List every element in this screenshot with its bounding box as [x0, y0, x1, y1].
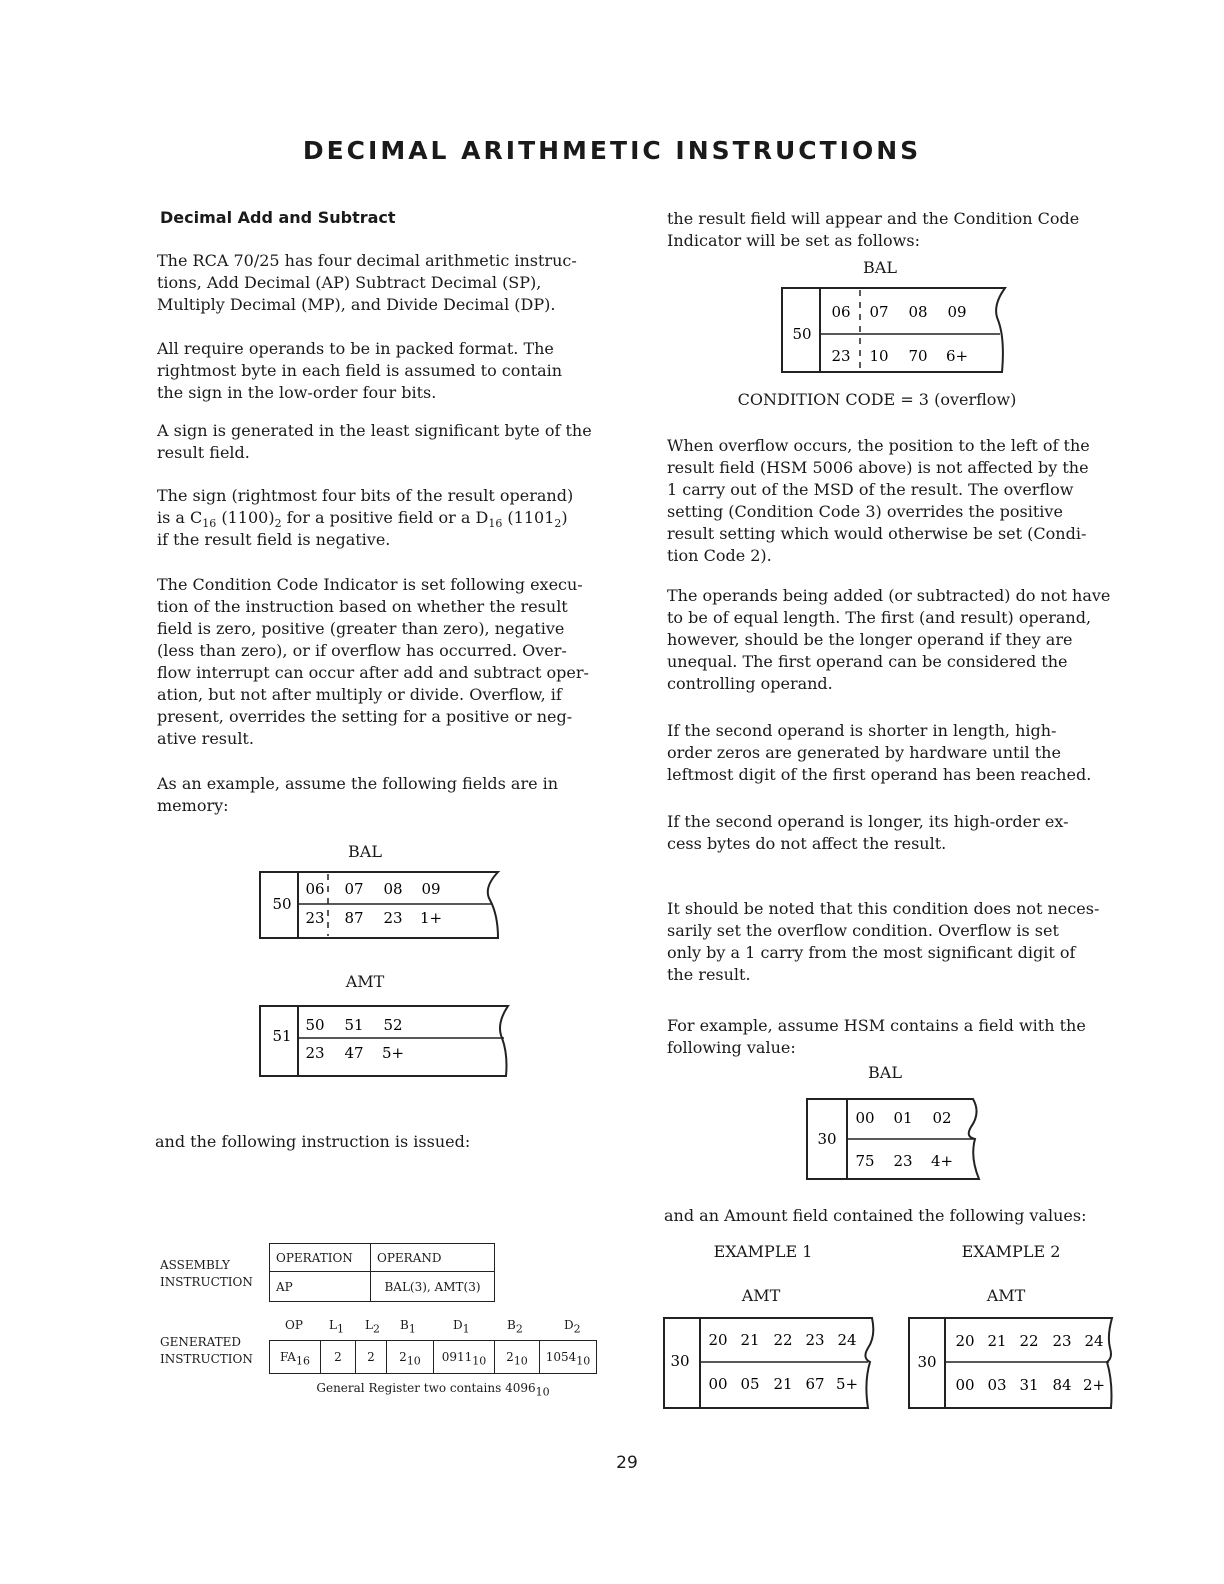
- example-1-bottom-cell: 5+: [835, 1375, 859, 1393]
- example-2-bottom-cell: 84: [1052, 1376, 1072, 1394]
- bal-result-bottom-cell: 70: [908, 347, 928, 365]
- example-1-top-cell: 21: [740, 1331, 760, 1349]
- bal-row-label: 50: [272, 895, 292, 913]
- bal-bottom-cell: 1+: [419, 909, 443, 927]
- example-2-diagram: [907, 1316, 1117, 1412]
- gen-cell: $2_{10}$: [387, 1341, 434, 1374]
- example-1-title: EXAMPLE 1: [713, 1242, 813, 1261]
- bal-top-cell: 07: [344, 880, 364, 898]
- example-2-row-label: 30: [917, 1353, 937, 1371]
- paragraph-example-intro: As an example, assume the following fields are in memory:: [157, 774, 559, 815]
- example-1-diagram: [662, 1316, 877, 1412]
- gen-cell: 2: [356, 1341, 387, 1374]
- bal-hsm-label: BAL: [868, 1063, 902, 1082]
- amt-label: AMT: [345, 972, 385, 991]
- bal-hsm-bottom-cell: 75: [855, 1152, 875, 1170]
- example-2-bottom-cell: 00: [955, 1376, 975, 1394]
- bal-hsm-row-label: 30: [817, 1130, 837, 1148]
- amt-top-cell: 51: [344, 1016, 364, 1034]
- assembly-op-cell: AP: [270, 1272, 371, 1302]
- amt-bottom-cell: 5+: [381, 1044, 405, 1062]
- generated-headers: [269, 1318, 597, 1336]
- example-1-bottom-cell: 00: [708, 1375, 728, 1393]
- bal-hsm-bottom-cell: 23: [893, 1152, 913, 1170]
- example-2-top-cell: 23: [1052, 1332, 1072, 1350]
- example-2-bottom-cell: 31: [1019, 1376, 1039, 1394]
- gen-header: $D_2$: [564, 1318, 581, 1336]
- bal-result-bottom-cell: 10: [869, 347, 889, 365]
- paragraph-sign-generated: A sign is generated in the least significant byte of the result field.: [157, 421, 592, 462]
- paragraph-instruction-issued: and the following instruction is issued:: [155, 1132, 471, 1151]
- gen-header: $L_1$: [329, 1318, 344, 1336]
- register-note: General Register two contains $4096_{10}$: [316, 1381, 550, 1399]
- paragraph-shorter-operand: If the second operand is shorter in length, high- order zeros are generated by hardware until the leftmost digit of the first operand has been reached.: [667, 721, 1092, 784]
- bal-bottom-cell: 23: [305, 909, 325, 927]
- paragraph-longer-operand: If the second operand is longer, its high-order ex- cess bytes do not affect the result.: [667, 812, 1069, 853]
- paragraph-sign-bits: The sign (rightmost four bits of the result operand) is a $C_{16}$ $(1100)_2$ for a positive field or a $D_{16}$ $(1101_2)$ if the result field is negative.: [157, 486, 574, 549]
- assembly-header-operation: OPERATION: [270, 1244, 371, 1272]
- bal-bottom-cell: 23: [383, 909, 403, 927]
- paragraph-packed-format: All require operands to be in packed format. The rightmost byte in each field is assumed to contain the sign in the low-order four bits.: [157, 339, 563, 402]
- amt-bottom-cell: 47: [344, 1044, 364, 1062]
- amt-bottom-cell: 23: [305, 1044, 325, 1062]
- bal-result-diagram: [780, 286, 1010, 376]
- bal-label: BAL: [348, 842, 382, 861]
- bal-hsm-diagram: [805, 1097, 983, 1183]
- example-1-top-cell: 23: [805, 1331, 825, 1349]
- example-2-top-cell: 20: [955, 1332, 975, 1350]
- bal-result-bottom-cell: 6+: [945, 347, 969, 365]
- paragraph-hsm-example: For example, assume HSM contains a field with the following value:: [667, 1016, 1086, 1057]
- bal-hsm-top-cell: 02: [932, 1109, 952, 1127]
- bal-bottom-cell: 87: [344, 909, 364, 927]
- example-2-top-cell: 24: [1084, 1332, 1104, 1350]
- bal-result-top-cell: 08: [908, 303, 928, 321]
- gen-cell: $1054_{10}$: [540, 1341, 597, 1374]
- gen-header: $B_1$: [400, 1318, 416, 1336]
- paragraph-carry-note: It should be noted that this condition does not neces- sarily set the overflow condition. Overflow is set only by a 1 carry from the most significant digit of the result.: [667, 899, 1100, 984]
- bal-hsm-bottom-cell: 4+: [930, 1152, 954, 1170]
- gen-header: $L_2$: [365, 1318, 380, 1336]
- section-heading: Decimal Add and Subtract: [160, 208, 396, 227]
- example-1-top-cell: 24: [837, 1331, 857, 1349]
- bal-result-bottom-cell: 23: [831, 347, 851, 365]
- bal-result-row-label: 50: [792, 325, 812, 343]
- example-2-bottom-cell: 03: [987, 1376, 1007, 1394]
- generated-table: [269, 1340, 597, 1374]
- amt-field-diagram: [258, 1004, 513, 1080]
- gen-header: $D_1$: [453, 1318, 470, 1336]
- example-1-amt-label: AMT: [741, 1286, 781, 1305]
- paragraph-result-field: the result field will appear and the Condition Code Indicator will be set as follows:: [667, 209, 1080, 250]
- assembly-label: ASSEMBLY INSTRUCTION: [160, 1258, 253, 1289]
- assembly-operand-cell: BAL(3), AMT(3): [371, 1272, 495, 1302]
- page-number: 29: [616, 1453, 638, 1473]
- example-2-top-cell: 21: [987, 1332, 1007, 1350]
- bal-result-top-cell: 09: [947, 303, 967, 321]
- assembly-table: [269, 1243, 495, 1302]
- gen-cell: $FA_{16}$: [270, 1341, 321, 1374]
- example-2-bottom-cell: 2+: [1082, 1376, 1106, 1394]
- bal-field-diagram: [258, 870, 503, 942]
- example-1-row-label: 30: [670, 1352, 690, 1370]
- condition-code-text: CONDITION CODE = 3 (overflow): [737, 390, 1017, 409]
- example-1-top-cell: 22: [773, 1331, 793, 1349]
- example-2-top-cell: 22: [1019, 1332, 1039, 1350]
- bal-result-label: BAL: [863, 258, 897, 277]
- gen-cell: 2: [321, 1341, 356, 1374]
- example-2-amt-label: AMT: [986, 1286, 1026, 1305]
- example-1-top-cell: 20: [708, 1331, 728, 1349]
- paragraph-operand-length: The operands being added (or subtracted) do not have to be of equal length. The first (and result) operand, however, should be the longer operand if they are unequal. The first operand can be considered the controlling operand.: [667, 586, 1111, 693]
- gen-header: OP: [285, 1318, 303, 1332]
- bal-top-cell: 08: [383, 880, 403, 898]
- bal-top-cell: 09: [421, 880, 441, 898]
- bal-hsm-top-cell: 01: [893, 1109, 913, 1127]
- assembly-header-operand: OPERAND: [371, 1244, 495, 1272]
- example-1-bottom-cell: 67: [805, 1375, 825, 1393]
- amt-top-cell: 50: [305, 1016, 325, 1034]
- amt-row-label: 51: [272, 1027, 292, 1045]
- bal-top-cell: 06: [305, 880, 325, 898]
- amt-top-cell: 52: [383, 1016, 403, 1034]
- example-1-bottom-cell: 05: [740, 1375, 760, 1393]
- paragraph-amount-field: and an Amount field contained the following values:: [664, 1206, 1087, 1225]
- bal-result-top-cell: 06: [831, 303, 851, 321]
- paragraph-intro: The RCA 70/25 has four decimal arithmetic instruc- tions, Add Decimal (AP) Subtract Decimal (SP), Multiply Decimal (MP), and Divide Decimal (DP).: [157, 251, 577, 314]
- paragraph-overflow: When overflow occurs, the position to the left of the result field (HSM 5006 above) is not affected by the 1 carry out of the MSD of the result. The overflow setting (Condition Code 3) overrides the positive result setting which would otherwise be set (Condi- tion Code 2).: [667, 436, 1090, 565]
- page-title: DECIMAL ARITHMETIC INSTRUCTIONS: [302, 136, 922, 165]
- example-2-title: EXAMPLE 2: [961, 1242, 1061, 1261]
- gen-cell: $0911_{10}$: [434, 1341, 495, 1374]
- gen-header: $B_2$: [507, 1318, 523, 1336]
- bal-hsm-top-cell: 00: [855, 1109, 875, 1127]
- gen-cell: $2_{10}$: [495, 1341, 540, 1374]
- example-1-bottom-cell: 21: [773, 1375, 793, 1393]
- generated-label: GENERATED INSTRUCTION: [160, 1335, 253, 1366]
- bal-result-top-cell: 07: [869, 303, 889, 321]
- paragraph-condition-code: The Condition Code Indicator is set following execu- tion of the instruction based on whether the result field is zero, positive (greater than zero), negative (less than zero), or if overflow has occurred. Over- flow interrupt can occur after add and subtract oper- ation, but not after multiply or divide. Overflow, if present, overrides the setting for a positive or neg- ative result.: [157, 575, 589, 748]
